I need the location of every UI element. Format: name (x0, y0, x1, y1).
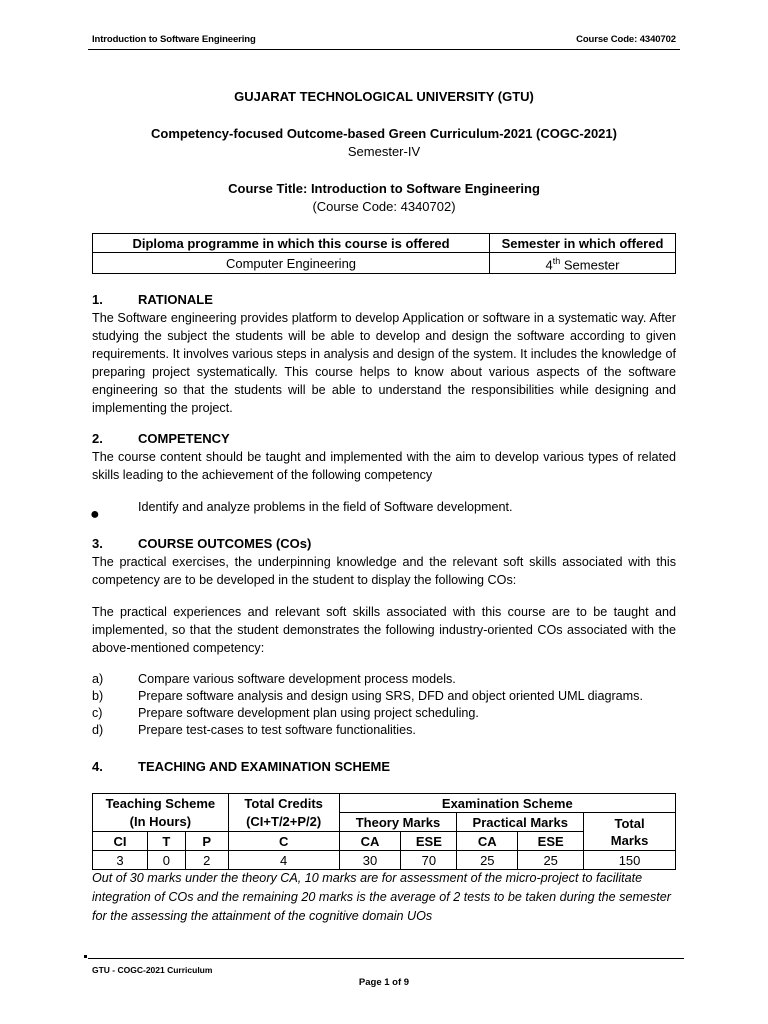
section-title: RATIONALE (138, 292, 213, 307)
course-code: (Course Code: 4340702) (312, 199, 456, 214)
teaching-exam-scheme-table (92, 793, 676, 870)
outcome-label: d) (92, 723, 104, 737)
subheader-practical-ca: CA (457, 832, 518, 851)
outcome-text: Prepare test-cases to test software functionalities. (138, 723, 416, 737)
section-title: TEACHING AND EXAMINATION SCHEME (138, 759, 391, 774)
header-course-name: Introduction to Software Engineering (92, 34, 256, 45)
section-title: COURSE OUTCOMES (COs) (138, 536, 312, 551)
semester-number: 4 (545, 257, 553, 273)
outcome-item (92, 722, 416, 739)
outcome-text: Prepare software development plan using project scheduling. (138, 706, 479, 720)
outcome-text: Prepare software analysis and design using SRS, DFD and object oriented UML diagrams. (138, 689, 643, 703)
practical-marks-header: Practical Marks (457, 813, 584, 832)
total-credits-header: Total Credits (228, 794, 339, 813)
programme-table-row (93, 253, 676, 274)
theory-marks-header: Theory Marks (339, 813, 457, 832)
bullet-icon: ● (90, 506, 100, 523)
subheader-ci: CI (93, 832, 148, 851)
curriculum-title: Competency-focused Outcome-based Green Curriculum-2021 (COGC-2021) (151, 126, 617, 141)
semester-suffix: th (552, 256, 561, 266)
section-number: 2. (92, 431, 103, 446)
subheader-t: T (147, 832, 185, 851)
competency-paragraph: The course content should be taught and implemented with the aim to develop various types of related skills leading to the achievement of the following competency (92, 450, 676, 482)
programme-table-header (93, 234, 676, 253)
assessment-note: Out of 30 marks under the theory CA, 10 marks are for assessment of the micro-project to facilitate integration of COs and the remaining 20 marks is the average of 2 tests to be taken during the semester for the assessing the attainment of the cognitive domain UOs (92, 871, 671, 923)
in-hours-header: (In Hours) (93, 813, 229, 832)
outcomes-paragraph-2: The practical experiences and relevant soft skills associated with this course are to be taught and implemented, so that the student demonstrates the following industry-oriented COs associated with the above-mentioned competency: (92, 605, 676, 655)
exam-scheme-header: Examination Scheme (339, 794, 675, 813)
course-title: Course Title: Introduction to Software Engineering (228, 181, 540, 196)
header-divider (88, 49, 680, 50)
subheader-p: P (185, 832, 228, 851)
value-p: 2 (185, 851, 228, 870)
programme-header-cell: Diploma programme in which this course is offered (93, 234, 490, 253)
semester-header-cell: Semester in which offered (490, 234, 676, 253)
section-competency-heading (92, 430, 230, 448)
outcome-label: a) (92, 672, 104, 686)
outcome-text: Compare various software development process models. (138, 672, 456, 686)
semester-word: Semester (560, 257, 620, 273)
value-theory-ese: 70 (401, 851, 457, 870)
scheme-header-row-1 (93, 794, 676, 813)
subheader-theory-ese: ESE (401, 832, 457, 851)
total-label: Total (614, 815, 645, 831)
subheader-theory-ca: CA (339, 832, 401, 851)
scheme-values-row (93, 851, 676, 870)
header-course-code: Course Code: 4340702 (576, 34, 676, 45)
section-number: 3. (92, 536, 103, 551)
page-number: Page 1 of 9 (358, 977, 410, 988)
outcome-item (92, 705, 479, 722)
footer-curriculum: GTU - COGC-2021 Curriculum (92, 965, 213, 975)
value-c: 4 (228, 851, 339, 870)
total-marks-header (584, 813, 676, 851)
semester-cell (490, 253, 676, 274)
university-title: GUJARAT TECHNOLOGICAL UNIVERSITY (GTU) (234, 89, 534, 104)
competency-bullet: Identify and analyze problems in the field of Software development. (138, 500, 513, 514)
section-teaching-heading (92, 758, 390, 776)
outcomes-paragraph-1: The practical exercises, the underpinning knowledge and the relevant soft skills associated with this competency are to be developed in the student to display the following COs: (92, 555, 676, 587)
value-ci: 3 (93, 851, 148, 870)
section-rationale-heading (92, 291, 213, 309)
outcome-label: c) (92, 706, 103, 720)
scheme-header-row-2 (93, 813, 676, 832)
section-number: 1. (92, 292, 103, 307)
marks-label: Marks (610, 832, 649, 848)
outcome-item (92, 688, 643, 705)
credits-formula-header: (CI+T/2+P/2) (228, 813, 339, 832)
outcome-item (92, 671, 456, 688)
outcome-label: b) (92, 689, 104, 703)
section-number: 4. (92, 759, 103, 774)
subheader-c: C (228, 832, 339, 851)
footer-divider (88, 958, 684, 959)
subheader-practical-ese: ESE (518, 832, 584, 851)
value-practical-ca: 25 (457, 851, 518, 870)
programme-cell: Computer Engineering (93, 253, 490, 274)
value-total: 150 (584, 851, 676, 870)
semester-label: Semester-IV (347, 144, 421, 159)
section-outcomes-heading (92, 535, 311, 553)
rationale-paragraph: The Software engineering provides platform to develop Application or software in a systematic way. After studying the subject the students will be able to develop and design the software according to given requirements. It involves various steps in analysis and design of the system. It includes the knowledge of preparing project systematically. This course helps to know about various aspects of the software engineering so that the students will be able to understand the responsibilities while designing and implementing the project. (92, 311, 676, 415)
section-title: COMPETENCY (138, 431, 230, 446)
teaching-scheme-header: Teaching Scheme (93, 794, 229, 813)
programme-table (92, 233, 676, 274)
value-practical-ese: 25 (518, 851, 584, 870)
value-theory-ca: 30 (339, 851, 401, 870)
footer-marker (84, 955, 87, 958)
value-t: 0 (147, 851, 185, 870)
